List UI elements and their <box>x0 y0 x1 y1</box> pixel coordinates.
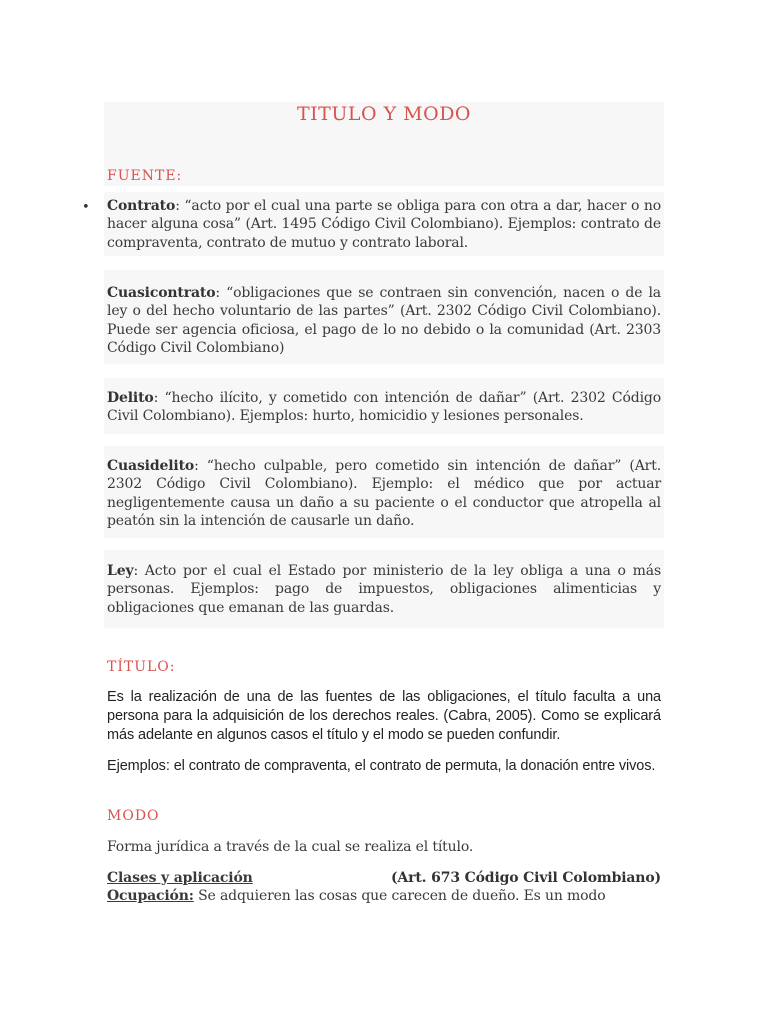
ocupacion-row <box>107 887 661 905</box>
heading-fuente: FUENTE: <box>107 168 183 184</box>
heading-titulo: TÍTULO: <box>107 659 176 675</box>
fuente-cuasidelito <box>107 457 661 530</box>
titulo-paragraph-2: Ejemplos: el contrato de compraventa, el contrato de permuta, la donación entre vivos. <box>107 758 656 774</box>
clases-line <box>107 869 661 906</box>
titulo-paragraph-1: Es la realización de una de las fuentes de las obligaciones, el título faculta a una persona para la adquisición de los derechos reales. (Cabra, 2005). Como se explicará más adelante en algunos casos el título y el modo se pueden confundir. <box>107 689 661 743</box>
ocupacion-text: Se adquieren las cosas que carecen de dueño. Es un modo <box>193 888 606 905</box>
text-cuasicontrato: : “obligaciones que se contraen sin convención, nacen o de la ley o del hecho voluntario de las partes” (Art. 2302 Código Civil Colombiano). Puede ser agencia oficiosa, el pago de lo no debido o la comunidad (Art. 2303 Código Civil Colombiano) <box>107 285 661 356</box>
ocupacion-label: Ocupación: <box>107 888 194 905</box>
text-ley: : Acto por el cual el Estado por ministerio de la ley obliga a una o más personas. Ejemplos: pago de impuestos, obligaciones alimenticias y obligaciones que emanan de las guardas. <box>107 563 661 616</box>
clases-row <box>107 869 661 887</box>
page-title: TITULO Y MODO <box>296 103 472 125</box>
heading-modo: MODO <box>107 808 160 824</box>
text-contrato: : “acto por el cual una parte se obliga para con otra a dar, hacer o no hacer alguna cosa” (Art. 1495 Código Civil Colombiano). Ejemplos: contrato de compraventa, contrato de mutuo y contrato laboral. <box>107 198 661 251</box>
term-cuasidelito: Cuasidelito <box>107 458 195 474</box>
text-cuasidelito: : “hecho culpable, pero cometido sin intención de dañar” (Art. 2302 Código Civil Colombiano). Ejemplo: el médico que por actuar negligentemente causa un daño a su paciente o el conductor que atropella al peatón sin la intención de causarle un daño. <box>107 458 661 529</box>
text-delito: : “hecho ilícito, y cometido con intención de dañar” (Art. 2302 Código Civil Colombiano). Ejemplos: hurto, homicidio y lesiones personales. <box>107 390 661 425</box>
term-delito: Delito <box>107 390 154 406</box>
clases-label: Clases y aplicación <box>107 870 253 886</box>
bullet-icon: • <box>82 200 90 215</box>
clases-ref: (Art. 673 Código Civil Colombiano) <box>390 870 661 886</box>
fuente-ley <box>107 562 661 617</box>
term-cuasicontrato: Cuasicontrato <box>107 285 216 301</box>
fuente-delito <box>107 389 661 426</box>
fuente-contrato <box>107 197 661 252</box>
modo-paragraph: Forma jurídica a través de la cual se realiza el título. <box>107 839 474 855</box>
term-contrato: Contrato <box>107 198 176 214</box>
fuente-cuasicontrato <box>107 284 661 357</box>
term-ley: Ley <box>107 563 134 579</box>
